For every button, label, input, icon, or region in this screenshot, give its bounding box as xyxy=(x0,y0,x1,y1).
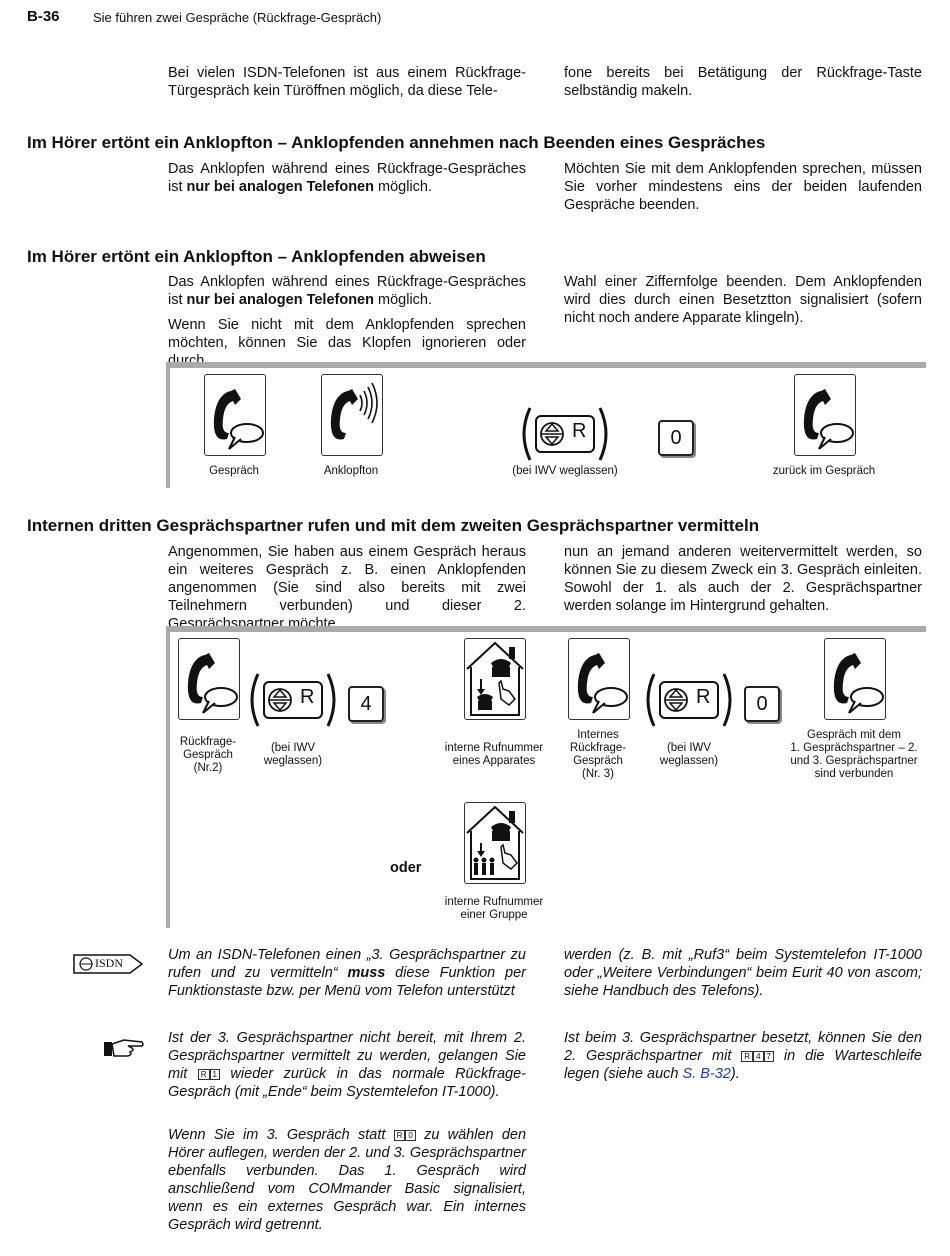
section2-right-text: Wahl einer Ziffernfolge beenden. Dem Anklopfenden wird dies durch einen Besetztton signalisiert (sofern nicht noch andere Apparate klingeln). xyxy=(564,274,922,326)
section1-right-text: Möchten Sie mit dem Anklopfenden sprechen, müssen Sie vorher mindestens eins der beiden laufenden Gespräche beenden. xyxy=(564,161,922,213)
handset-internes-icon xyxy=(568,638,630,720)
section2-left-text-1: Das Anklopfen während eines Rückfrage-Gespräches ist nur bei analogen Telefonen möglich. xyxy=(168,274,526,308)
r-key-icon: R xyxy=(644,670,734,730)
digit-key-4: 4 xyxy=(348,686,384,722)
handset-back-icon xyxy=(794,374,856,456)
isdn-badge-icon: ISDN xyxy=(72,952,144,976)
intro-right-text: fone bereits bei Betätigung der Rückfrage-Taste selbständig makeln. xyxy=(564,65,922,99)
section2-left-text-2: Wenn Sie nicht mit dem Anklopfenden sprechen möchten, können Sie das Klopfen ignorieren oder durch xyxy=(168,317,526,369)
digit-key-0: 0 xyxy=(744,686,780,722)
mini-key-1: 1 xyxy=(210,1069,220,1080)
diagram-panel-transfer xyxy=(166,626,926,928)
section3-left-text: Angenommen, Sie haben aus einem Gespräch heraus ein weiteres Gespräch z. B. einen Anklopfenden angenommen (Sie sind also bereits mit zwei Teilnehmern verbunden) und dieser 2. Gesprächspartner möchte xyxy=(168,544,526,632)
mini-key-4: 4 xyxy=(753,1051,763,1062)
r-key-icon: R xyxy=(248,670,338,730)
mini-r-key-icon: R xyxy=(741,1051,753,1062)
caption-iwv-1: (bei IWV weglassen) xyxy=(263,742,323,767)
house-apparat-icon xyxy=(464,638,526,720)
hint-note-left-2: Wenn Sie im 3. Gespräch statt R 0 zu wählen den Hörer auflegen, werden der 2. und 3. Gesprächspartner ebenfalls verbunden. Das 1. Gespräch wird anschließend vom COMmander Basic signalisiert, wenn es ein externes Gespräch war. Ein internes Gespräch wird getrennt. xyxy=(168,1127,527,1233)
caption-gruppe: interne Rufnummer einer Gruppe xyxy=(444,896,544,921)
section3-heading: Internen dritten Gesprächspartner rufen und mit dem zweiten Gesprächspartner vermitteln xyxy=(27,516,760,535)
page-header-title: Sie führen zwei Gespräche (Rückfrage-Gespräch) xyxy=(93,10,382,25)
caption-internes: Internes Rückfrage- Gespräch (Nr. 3) xyxy=(569,729,627,780)
r-key-icon: R xyxy=(520,404,610,464)
intro-left-text: Bei vielen ISDN-Telefonen ist aus einem Rückfrage-Türgespräch kein Türöffnen möglich, da diese Tele- xyxy=(168,65,526,99)
isdn-note-left: Um an ISDN-Telefonen einen „3. Gesprächspartner zu rufen und zu vermitteln“ muss diese Funktion per Funktionstaste bzw. per Menü vom Telefon unterstützt xyxy=(168,947,526,999)
page-number: B-36 xyxy=(27,8,60,25)
mini-r-key-icon: R xyxy=(198,1069,210,1080)
caption-apparat: interne Rufnummer eines Apparates xyxy=(444,742,544,767)
handset-rueckfrage-icon xyxy=(178,638,240,720)
handset-knock-icon xyxy=(321,374,383,456)
mini-key-0: 0 xyxy=(405,1130,415,1141)
isdn-note-right: werden (z. B. mit „Ruf3“ beim Systemtelefon IT-1000 oder „Weitere Verbindungen“ beim Eurit 40 von ascom; siehe Handbuch des Telefons). xyxy=(564,947,922,999)
oder-label: oder xyxy=(390,860,422,876)
caption-iwv-2: (bei IWV weglassen) xyxy=(659,742,719,767)
section1-heading: Im Hörer ertönt ein Anklopfton – Anklopfenden annehmen nach Beenden eines Gespräches xyxy=(27,133,766,152)
caption-back: zurück im Gespräch xyxy=(772,465,876,477)
page-link-b32[interactable]: S. B-32 xyxy=(682,1066,731,1082)
section2-heading: Im Hörer ertönt ein Anklopfton – Anklopfenden abweisen xyxy=(27,247,486,266)
hint-note-left-1: Ist der 3. Gesprächspartner nicht bereit, mit Ihrem 2. Gesprächspartner vermittelt zu werden, gelangen Sie mit R 1 wieder zurück in das normale Rückfrage-Gespräch (mit „Ende“ beim Systemtelefon IT-1000). xyxy=(168,1030,526,1100)
mini-r-key-icon: R xyxy=(394,1130,406,1141)
caption-r-key: (bei IWV weglassen) xyxy=(512,465,618,477)
caption-rueckfrage: Rückfrage- Gespräch (Nr.2) xyxy=(179,736,237,774)
caption-talk: Gespräch xyxy=(209,465,259,477)
mini-key-7: 7 xyxy=(764,1051,774,1062)
digit-key-0: 0 xyxy=(658,420,694,456)
handset-final-icon xyxy=(824,638,886,720)
pointing-hand-icon xyxy=(102,1036,144,1060)
section3-right-text: nun an jemand anderen weitervermittelt werden, so können Sie zu diesem Zweck ein 3. Gespräch einleiten. Sowohl der 1. als auch der 2. Gesprächspartner werden solange im Hintergrund gehalten. xyxy=(564,544,922,614)
section1-left-text: Das Anklopfen während eines Rückfrage-Gespräches ist nur bei analogen Telefonen möglich. xyxy=(168,161,526,195)
diagram-panel-reject xyxy=(166,362,926,488)
house-gruppe-icon xyxy=(464,802,526,884)
caption-final: Gespräch mit dem 1. Gesprächspartner – 2. und 3. Gesprächspartner sind verbunden xyxy=(790,729,918,780)
caption-knock: Anklopfton xyxy=(323,465,379,477)
hint-note-right: Ist beim 3. Gesprächspartner besetzt, können Sie den 2. Gesprächspartner mit R 4 7 in die Warteschleife legen (siehe auch S. B-32). xyxy=(564,1030,922,1082)
handset-talk-icon xyxy=(204,374,266,456)
